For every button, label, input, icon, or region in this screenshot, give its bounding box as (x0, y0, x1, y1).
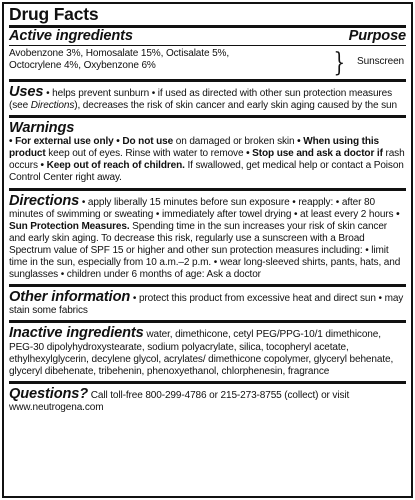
purpose-value: Sunscreen (357, 56, 404, 67)
drug-facts-title: Drug Facts (9, 4, 406, 28)
warning-external-use: • For external use only (9, 136, 114, 148)
ingredient-list (9, 48, 299, 72)
ingredient-line-2: Octocrylene 4%, Oxybenzone 6% (9, 60, 156, 71)
brace-glyph: } (333, 48, 345, 78)
website-url: www.neutrogena.com (9, 401, 104, 413)
directions-sun-protection: • Sun Protection Measures. (9, 208, 400, 232)
inactive-ingredients-heading: Inactive ingredients (9, 325, 144, 342)
uses-paragraph (9, 84, 406, 112)
uses-directions-ref: Directions (30, 100, 75, 112)
questions-section (9, 381, 406, 417)
uses-section (9, 79, 406, 115)
warning-when-using: • When using this product (9, 136, 380, 160)
warnings-section (9, 115, 406, 187)
questions-heading: Questions? (9, 385, 89, 402)
uses-heading: Uses (9, 84, 44, 100)
questions-text: Call toll-free 800-299-4786 or 215-273-8755 (collect) or visit (88, 389, 350, 401)
warning-keep-out: • Keep out of reach of children. (37, 160, 185, 172)
inactive-ingredients-paragraph (9, 325, 406, 377)
active-ingredients-heading: Active ingredients (9, 28, 133, 44)
directions-text-2: Spending time in the sun increases your risk of skin cancer and early skin aging. To decrease this risk, regularly use a sunscreen with a Broad Spectrum value of SPF 15 or higher and other sun protection measures including: • limit time in the sun, especially from 10 a.m.–2 p.m. • wear long-sleeved shirts, pants, hats, and sunglasses • children under 6 months of age: Ask a doctor (9, 220, 401, 281)
other-information-paragraph (9, 289, 406, 317)
directions-paragraph (9, 193, 406, 282)
directions-section (9, 188, 406, 285)
warnings-paragraph (9, 136, 406, 184)
drug-facts-panel (2, 2, 413, 498)
active-ingredients-section (9, 28, 406, 79)
warning-do-not-use-text: on damaged or broken skin (173, 136, 295, 148)
other-information-heading: Other information (9, 289, 131, 306)
uses-text-1: • helps prevent sunburn • if used as directed with other sun protection measures (see (9, 88, 393, 112)
other-information-section (9, 284, 406, 320)
active-ingredients-body (9, 46, 406, 79)
directions-heading: Directions (9, 192, 80, 209)
ingredient-line-1: Avobenzone 3%, Homosalate 15%, Octisalate 5%, (9, 48, 230, 59)
other-information-text: • protect this product from excessive heat and direct sun • may stain some fabrics (9, 293, 404, 317)
inactive-ingredients-section (9, 320, 406, 380)
warning-keep-out-text: If swallowed, get medical help or contact a Poison Control Center right away. (9, 160, 404, 184)
warning-stop-use-text: rash occurs (9, 148, 405, 172)
warning-stop-use: • Stop use and ask a doctor if (243, 148, 383, 160)
purpose-heading: Purpose (348, 28, 406, 44)
uses-text-2: ), decreases the risk of skin cancer and early skin aging caused by the sun (74, 100, 397, 112)
questions-paragraph (9, 386, 406, 402)
directions-text-1: • apply liberally 15 minutes before sun exposure • reapply: • after 80 minutes of swimming or sweating • immediately after towel drying • at least every 2 hours (9, 196, 394, 220)
warnings-heading: Warnings (9, 120, 75, 137)
warning-do-not-use: • Do not use (113, 136, 174, 148)
inactive-ingredients-text: water, dimethicone, cetyl PEG/PPG-10/1 dimethicone, PEG-30 dipolyhydroxystearate, sodium polyacrylate, silica, tocopheryl acetate, ethylhexylglycerin, decylene glycol, acrylates/ dimethicone copolymer, glyceryl behenate, glyceryl dibehenate, tribehenin, phenoxyethanol, chlorphenesin, fragrance (9, 329, 394, 377)
warning-when-using-text: keep out of eyes. Rinse with water to remove (45, 148, 244, 160)
active-ingredients-header (9, 28, 406, 46)
